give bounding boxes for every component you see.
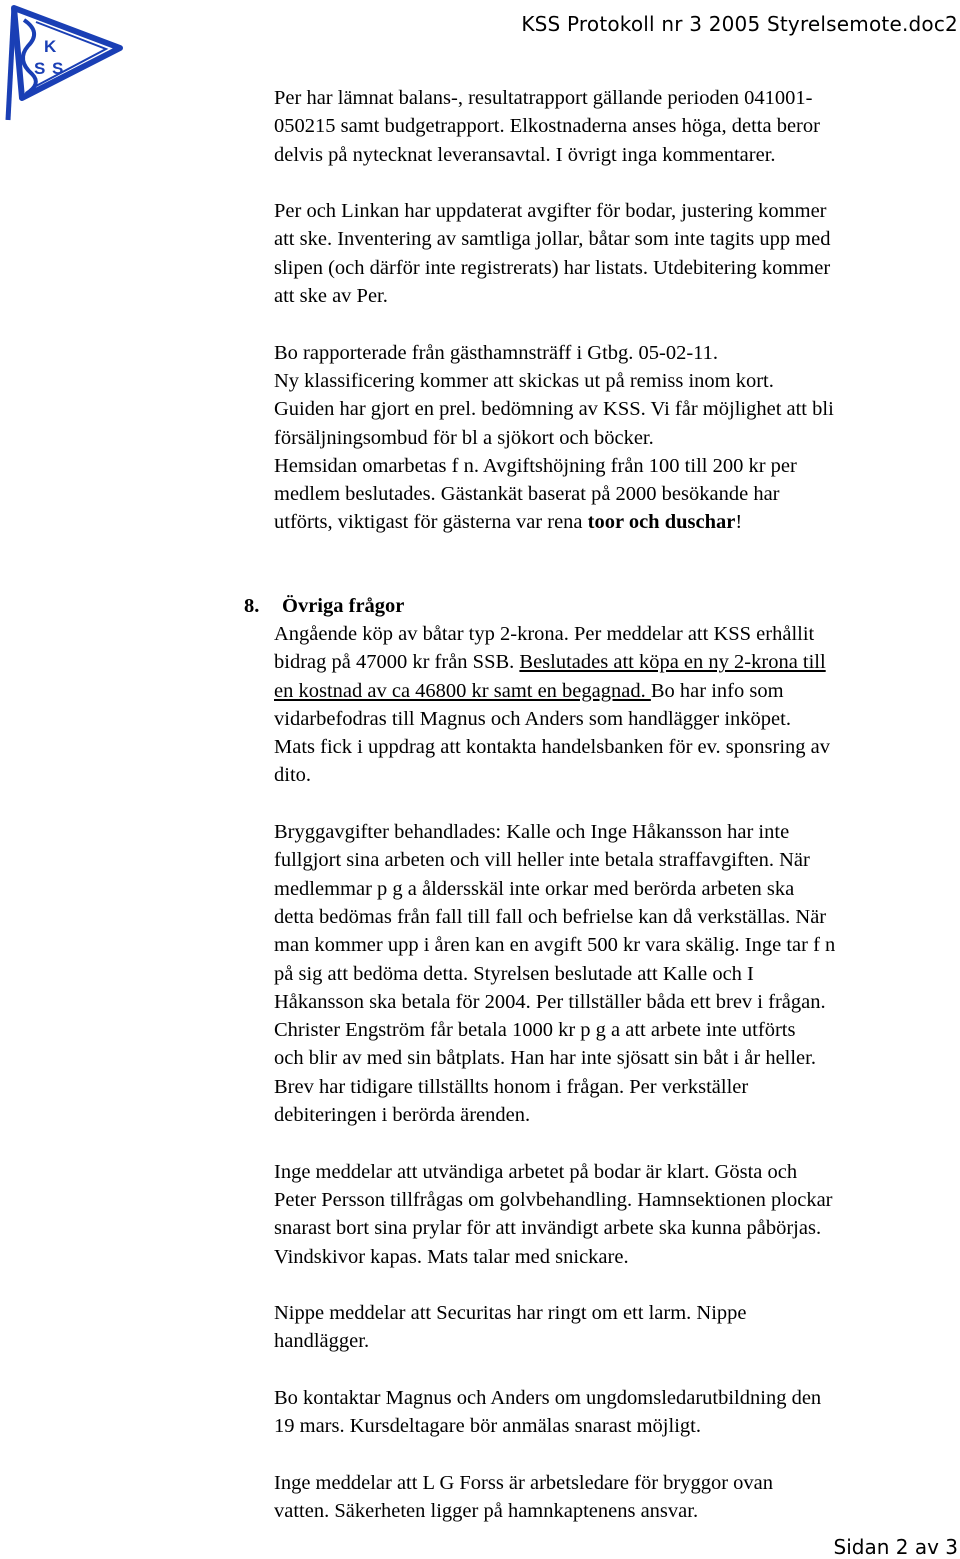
text-line: Bo rapporterade från gästhamnsträff i Gtbg. 05-02-11. [274,341,719,364]
text-line: försäljningsombud för bl a sjökort och böcker. [274,426,654,449]
text-line: vatten. Säkerheten ligger på hamnkaptenens ansvar. [274,1500,699,1523]
paragraph-shed-work [274,1158,960,1271]
text-line: Christer Engström får betala 1000 kr p g a att arbete inte utförts [274,1019,796,1042]
text-line [274,677,960,705]
paragraph-guest-harbor [274,339,960,537]
underlined-decision-text: Beslutades att köpa en ny 2-krona till [519,651,826,674]
svg-text:S: S [52,59,64,78]
text-line: 19 mars. Kursdeltagare bör anmälas snarast möjligt. [274,1415,701,1438]
text-line [274,648,960,676]
document-body-section8 [274,620,960,1526]
text-line: och blir av med sin båtplats. Han har inte sjösatt sin båt i år heller. [274,1047,816,1070]
text-line: medlemmar p g a åldersskäl inte orkar med berörda arbeten ska [274,877,795,900]
paragraph-work-leader [274,1469,960,1526]
paragraph-youth-training [274,1384,960,1441]
text-line: Per har lämnat balans-, resultatrapport gällande perioden 041001- [274,87,813,109]
text-line: medlem beslutades. Gästankät baserat på 2000 besökande har [274,483,780,506]
paragraph-boat-purchase [274,620,960,790]
text-line: man kommer upp i åren kan en avgift 500 kr vara skälig. Inge tar f n [274,934,836,957]
text-line: Brev har tidigare tillställts honom i frågan. Per verkställer [274,1075,749,1098]
text-line: Ny klassificering kommer att skickas ut på remiss inom kort. [274,369,774,392]
paragraph-dock-fees [274,818,960,1129]
text-line: på sig att bedöma detta. Styrelsen beslutade att Kalle och I [274,962,754,985]
text-line: Inge meddelar att utvändiga arbetet på bodar är klart. Gösta och [274,1160,798,1183]
text-line: Angående köp av båtar typ 2-krona. Per meddelar att KSS erhållit [274,623,815,645]
text-line: Hemsidan omarbetas f n. Avgiftshöjning från 100 till 200 kr per [274,454,797,477]
underlined-decision-text: en kostnad av ca 46800 kr samt en begagnad. [274,679,651,702]
text-line: Nippe meddelar att Securitas har ringt om ett larm. Nippe [274,1302,747,1325]
text-line: delvis på nytecknat leveransavtal. I övrigt inga kommentarer. [274,143,776,166]
text-line: Inge meddelar att L G Forss är arbetsledare för bryggor ovan [274,1471,774,1494]
text-line: att ske av Per. [274,285,388,308]
text-line: Per och Linkan har uppdaterat avgifter för bodar, justering kommer [274,200,827,223]
kss-club-logo [2,2,126,122]
text-line: handlägger. [274,1330,370,1353]
text-line: fullgjort sina arbeten och vill heller inte betala straffavgiften. När [274,849,810,872]
section-heading [244,592,404,620]
text-line: vidarbefodras till Magnus och Anders som handlägger inköpet. [274,707,791,730]
text-line: Håkansson ska betala för 2004. Per tillställer båda ett brev i frågan. [274,990,826,1013]
text-line: Peter Persson tillfrågas om golvbehandling. Hamnsektionen plockar [274,1188,833,1211]
text-span: Bo har info som [650,679,784,702]
text-span: ! [735,511,743,534]
document-header-title: KSS Protokoll nr 3 2005 Styrelsemote.doc2 [521,12,958,36]
section-title: Övriga frågor [282,595,405,617]
paragraph-balance-report [274,84,960,169]
text-line: Bo kontaktar Magnus och Anders om ungdomsledarutbildning den [274,1387,822,1410]
paragraph-alarm [274,1299,960,1356]
svg-text:K: K [44,37,57,56]
text-line: Vindskivor kapas. Mats talar med snickare. [274,1245,629,1268]
text-line [274,508,960,536]
text-span: bidrag på 47000 kr från SSB. [274,651,520,674]
emphasis-text: toor och duschar [587,511,736,534]
document-body-top [274,84,960,565]
text-line: Guiden har gjort en prel. bedömning av KSS. Vi får möjlighet att bli [274,398,834,421]
text-line: 050215 samt budgetrapport. Elkostnaderna anses höga, detta beror [274,115,820,138]
text-line: detta bedömas från fall till fall och befrielse kan då verkställas. När [274,905,827,928]
text-line: Mats fick i uppdrag att kontakta handelsbanken för ev. sponsring av [274,736,831,759]
section-number: 8. [244,595,260,617]
text-line: att ske. Inventering av samtliga jollar, båtar som inte tagits upp med [274,228,831,251]
svg-text:S: S [34,59,46,78]
text-line: debiteringen i berörda ärenden. [274,1104,531,1127]
page-number-footer: Sidan 2 av 3 [833,1535,958,1559]
text-span: utförts, viktigast för gästerna var rena [274,511,588,534]
text-line: slipen (och därför inte registrerats) har listats. Utdebitering kommer [274,256,831,279]
text-line: dito. [274,764,312,787]
text-line: Bryggavgifter behandlades: Kalle och Inge Håkansson har inte [274,821,790,844]
paragraph-fees-update [274,197,960,310]
text-line: snarast bort sina prylar för att invändigt arbete ska kunna påbörjas. [274,1217,822,1240]
